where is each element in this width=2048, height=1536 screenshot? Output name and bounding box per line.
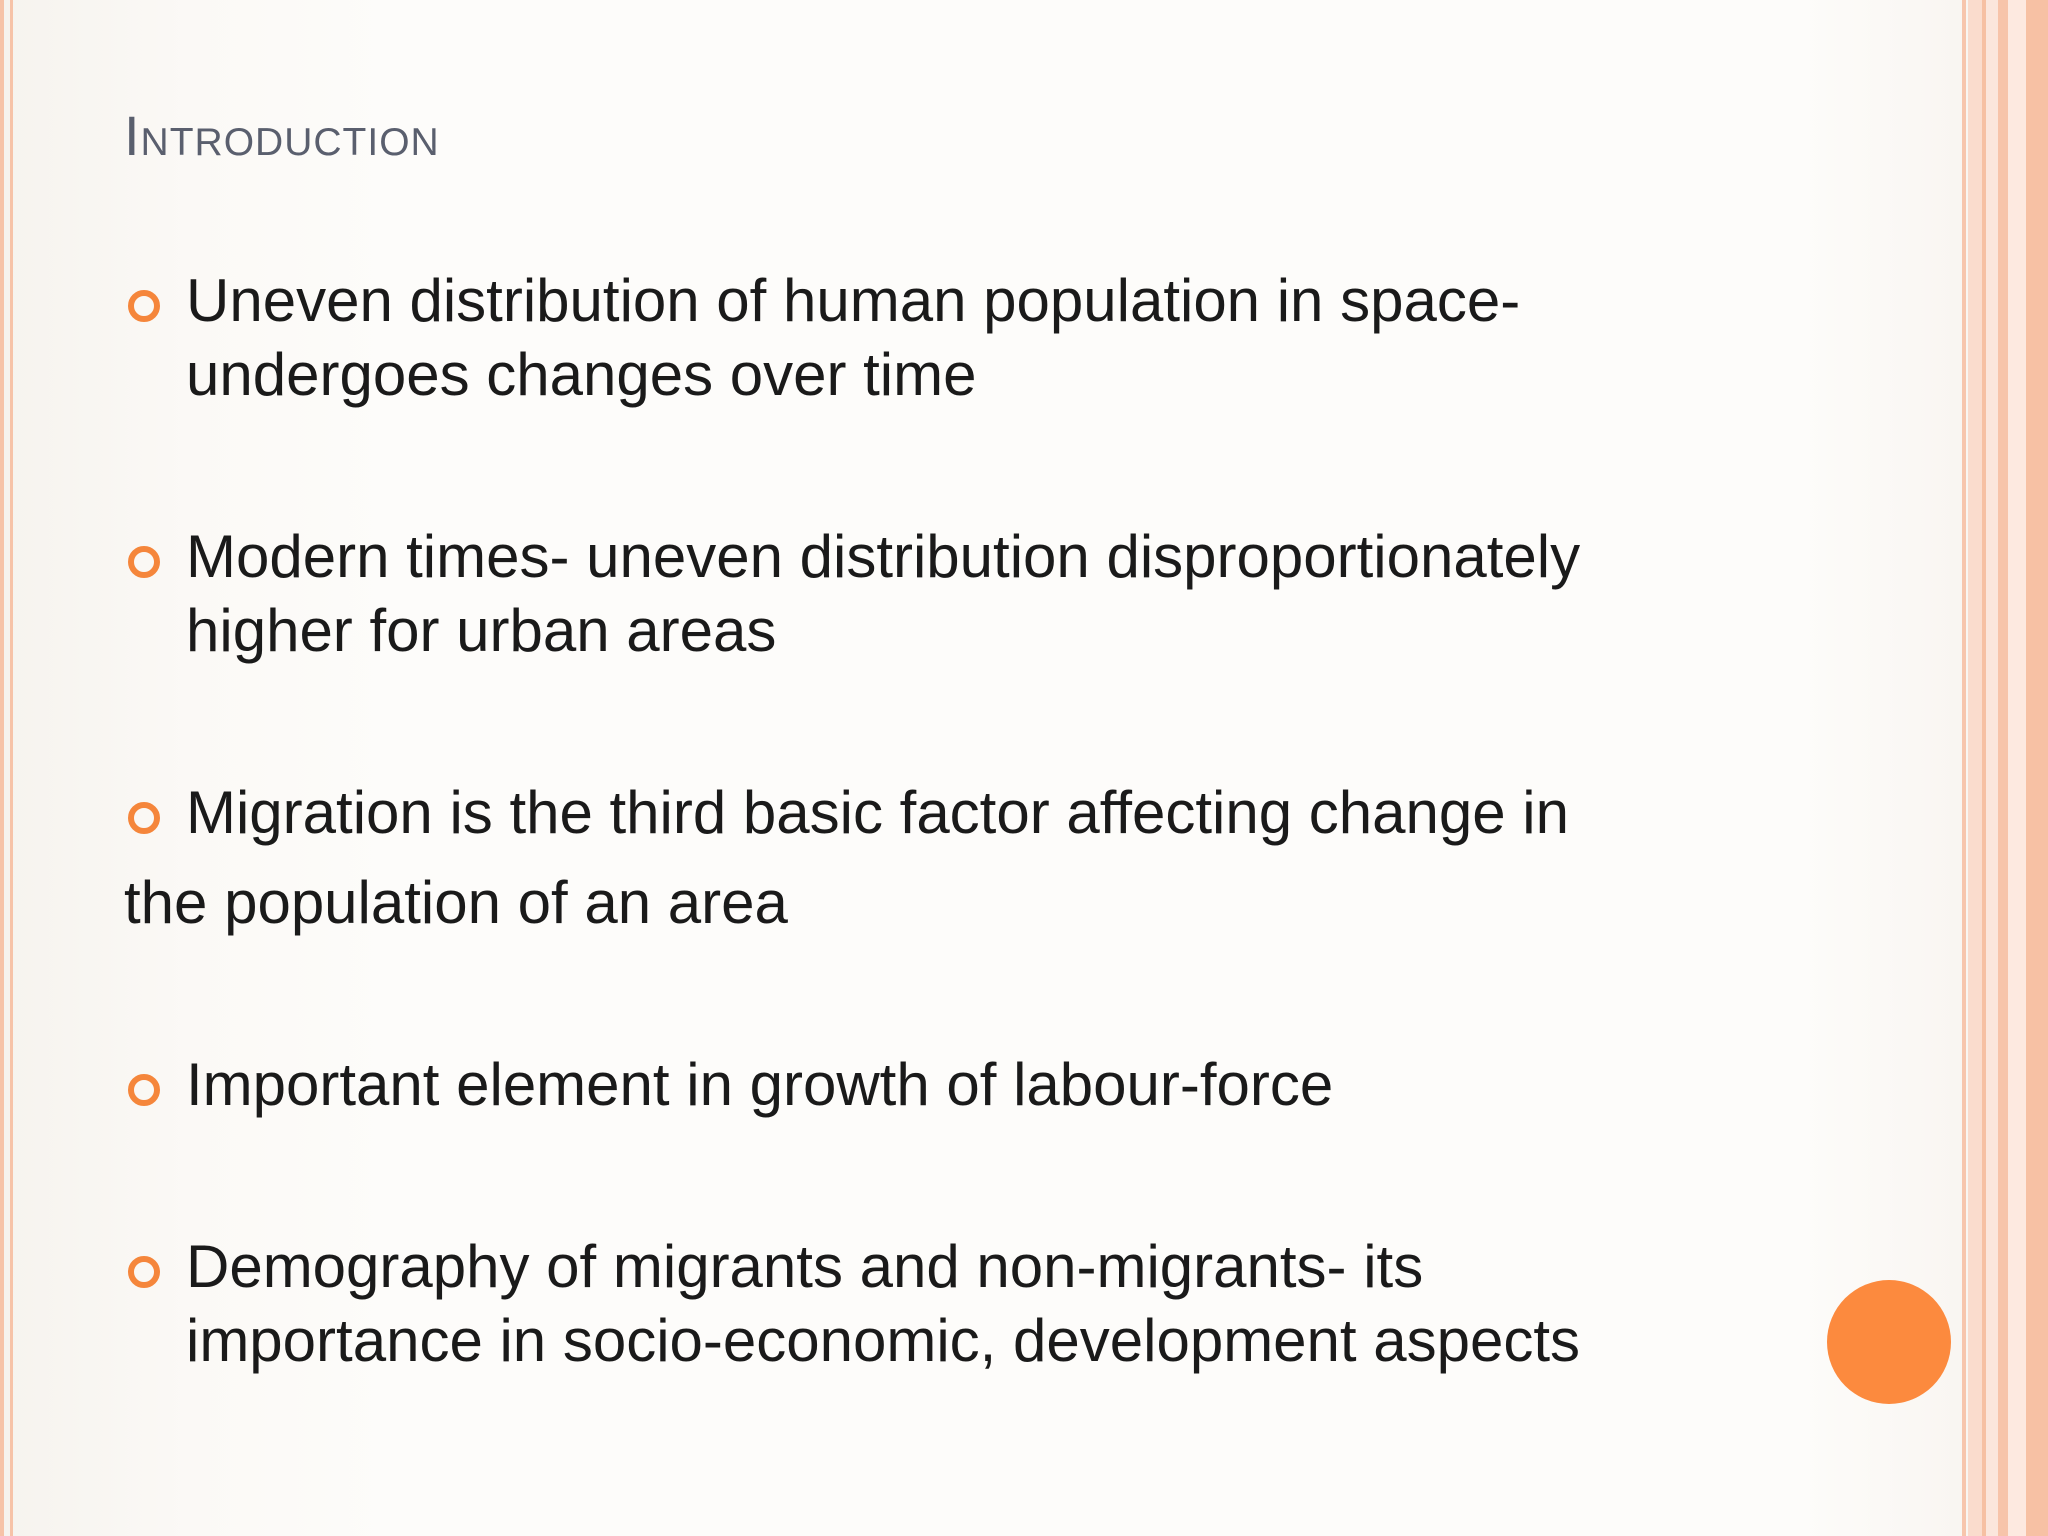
bullet-line: higher for urban areas (186, 597, 777, 664)
bullet-text-4 (186, 1048, 1333, 1122)
bullet-line: Important element in growth of labour-force (186, 1051, 1334, 1118)
bullet-line: Migration is the third basic factor affecting change in (186, 779, 1569, 846)
bullet-text-5 (186, 1230, 1580, 1378)
hollow-circle-icon (128, 1256, 160, 1288)
left-border-stripe (10, 0, 13, 1536)
bullet-line: Uneven distribution of human population in space- (186, 267, 1521, 334)
bullet-line: Modern times- uneven distribution disproportionately (186, 523, 1581, 590)
bullet-text-1 (186, 264, 1520, 412)
left-border-stripe (0, 0, 4, 1536)
right-border-stripe (1986, 0, 1998, 1536)
hollow-circle-icon (128, 290, 160, 322)
right-border-stripe (1962, 0, 1966, 1536)
right-border-stripe (2026, 0, 2048, 1536)
bullet-line: importance in socio-economic, development aspects (186, 1307, 1581, 1374)
orange-circle-icon (1827, 1280, 1951, 1404)
right-border-stripe (2008, 0, 2026, 1536)
bullet-line: Demography of migrants and non-migrants- its (186, 1233, 1424, 1300)
hollow-circle-icon (128, 802, 160, 834)
bullet-text-2 (186, 520, 1580, 668)
bullet-line: undergoes changes over time (186, 341, 977, 408)
hollow-circle-icon (128, 546, 160, 578)
right-border-stripe (1998, 0, 2008, 1536)
bullet-line: the population of an area (124, 869, 788, 936)
slide-title: Introduction (124, 104, 440, 167)
right-border-stripe (1968, 0, 1982, 1536)
hollow-circle-icon (128, 1074, 160, 1106)
